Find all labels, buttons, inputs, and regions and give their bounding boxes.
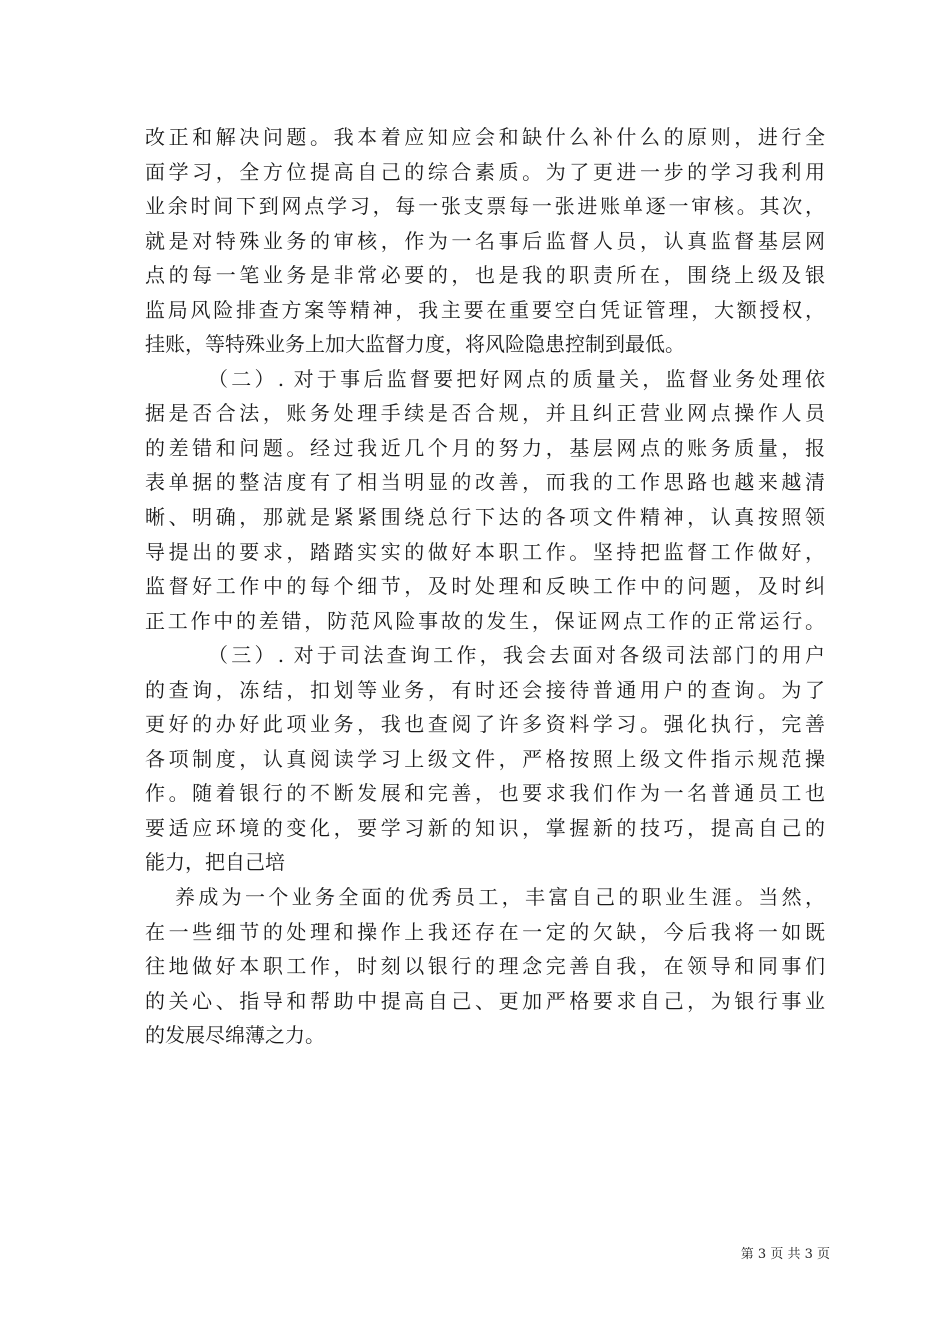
text-line: 面学习，全方位提高自己的综合素质。为了更进一步的学习我利用 — [145, 159, 825, 184]
text-line: 各项制度，认真阅读学习上级文件，严格按照上级文件指示规范操 — [145, 746, 825, 771]
text-line: 改正和解决问题。我本着应知应会和缺什么补什么的原则，进行全 — [145, 125, 825, 149]
text-line: 监督好工作中的每个细节，及时处理和反映工作中的问题，及时纠 — [145, 574, 825, 599]
text-line: 作。随着银行的不断发展和完善，也要求我们作为一名普通员工也 — [145, 781, 825, 806]
text-line: 据是否合法，账务处理手续是否合规，并且纠正营业网点操作人员 — [145, 401, 825, 426]
text-line: 的差错和问题。经过我近几个月的努力，基层网点的账务质量，报 — [145, 435, 825, 460]
paragraph-start-line: 养成为一个业务全面的优秀员工，丰富自己的职业生涯。当然， — [175, 885, 825, 910]
text-line: 就是对特殊业务的审核，作为一名事后监督人员，认真监督基层网 — [145, 228, 825, 253]
text-line: 能力，把自己培 — [145, 850, 285, 875]
text-line: 业余时间下到网点学习，每一张支票每一张进账单逐一审核。其次， — [145, 194, 825, 219]
text-line: 的查询，冻结，扣划等业务，有时还会接待普通用户的查询。为了 — [145, 677, 825, 702]
text-line: 表单据的整洁度有了相当明显的改善，而我的工作思路也越来越清 — [145, 470, 825, 495]
text-line: 在一些细节的处理和操作上我还存在一定的欠缺，今后我将一如既 — [145, 919, 825, 944]
body-text — [145, 120, 825, 1053]
text-line: 往地做好本职工作，时刻以银行的理念完善自我，在领导和同事们 — [145, 954, 825, 979]
text-line: 更好的办好此项业务，我也查阅了许多资料学习。强化执行，完善 — [145, 712, 825, 737]
text-line: 的关心、指导和帮助中提高自己、更加严格要求自己，为银行事业 — [145, 988, 825, 1013]
text-line: 挂账，等特殊业务上加大监督力度，将风险隐患控制到最低。 — [145, 332, 685, 357]
paragraph-start-line: （二）. 对于事后监督要把好网点的质量关，监督业务处理依 — [208, 366, 825, 391]
text-line: 导提出的要求，踏踏实实的做好本职工作。坚持把监督工作做好， — [145, 539, 825, 564]
text-line: 监局风险排查方案等精神，我主要在重要空白凭证管理，大额授权， — [145, 297, 825, 322]
text-line: 的发展尽绵薄之力。 — [145, 1023, 325, 1048]
text-line: 要适应环境的变化，要学习新的知识，掌握新的技巧，提高自己的 — [145, 815, 825, 840]
text-line: 晰、明确，那就是紧紧围绕总行下达的各项文件精神，认真按照领 — [145, 505, 825, 530]
text-line: 正工作中的差错，防范风险事故的发生，保证网点工作的正常运行。 — [145, 608, 825, 633]
page-number: 第 3 页 共 3 页 — [740, 1247, 830, 1262]
paragraph-start-line: （三）. 对于司法查询工作，我会去面对各级司法部门的用户 — [208, 643, 825, 668]
text-line: 点的每一笔业务是非常必要的，也是我的职责所在，围绕上级及银 — [145, 263, 825, 288]
